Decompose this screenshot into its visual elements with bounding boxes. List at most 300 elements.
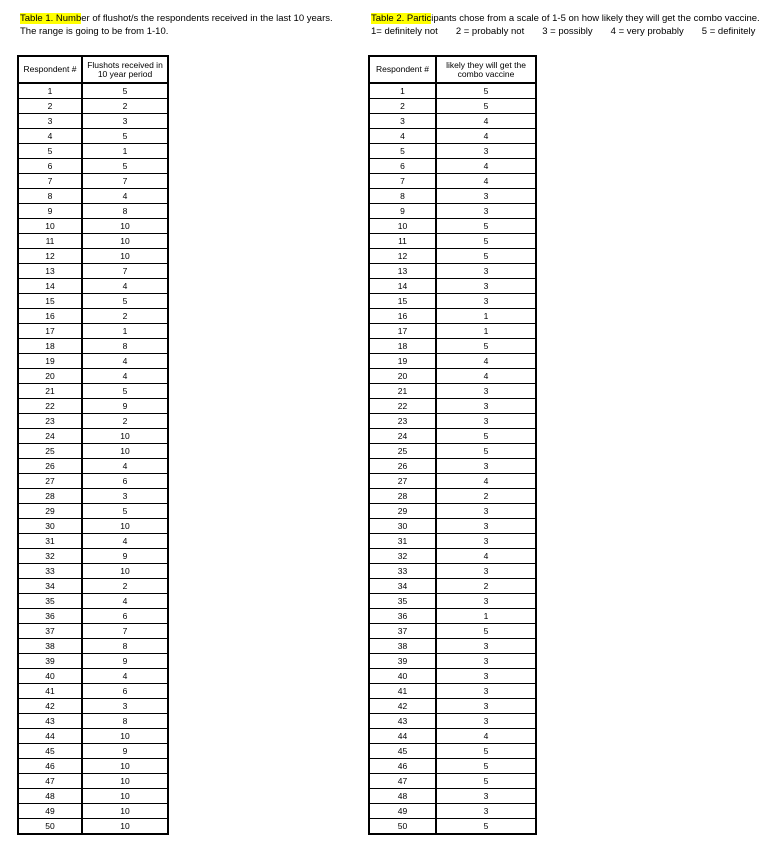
table1-value-cell: 10: [82, 729, 168, 744]
table1-value-cell: 10: [82, 759, 168, 774]
table2-caption-highlight: Table 2. Partic: [371, 13, 432, 24]
table1-value-cell: 2: [82, 414, 168, 429]
table2-value-cell: 4: [436, 369, 536, 384]
table2-value-cell: 5: [436, 774, 536, 789]
table2-header-respondent: Respondent #: [369, 56, 436, 83]
table1-value-cell: 7: [82, 264, 168, 279]
table1-respondent-cell: 31: [18, 534, 82, 549]
table-row: [18, 684, 168, 699]
table1-value-cell: 4: [82, 459, 168, 474]
table1-respondent-cell: 33: [18, 564, 82, 579]
table1-value-cell: 10: [82, 219, 168, 234]
table1-respondent-cell: 29: [18, 504, 82, 519]
scale-item-2: 2 = probably not: [455, 26, 525, 37]
table2-value-cell: 3: [436, 564, 536, 579]
table-row: [369, 684, 536, 699]
table-row: [369, 474, 536, 489]
table-row: [369, 579, 536, 594]
table1-respondent-cell: 20: [18, 369, 82, 384]
table2-value-cell: 5: [436, 759, 536, 774]
table-row: [369, 519, 536, 534]
table2-respondent-cell: 39: [369, 654, 436, 669]
table-row: [369, 129, 536, 144]
table-row: [18, 534, 168, 549]
table-row: [369, 594, 536, 609]
table2-value-cell: 3: [436, 654, 536, 669]
table1-value-cell: 4: [82, 354, 168, 369]
table2-respondent-cell: 50: [369, 819, 436, 835]
table-row: [369, 429, 536, 444]
table1-value-cell: 8: [82, 714, 168, 729]
table-row: [369, 459, 536, 474]
table-row: [18, 564, 168, 579]
table1-value-cell: 6: [82, 609, 168, 624]
table1-value-cell: 6: [82, 684, 168, 699]
table1-value-cell: 10: [82, 519, 168, 534]
table2-respondent-cell: 43: [369, 714, 436, 729]
table-row: [18, 654, 168, 669]
table2-value-cell: 3: [436, 504, 536, 519]
table-row: [369, 804, 536, 819]
table2-value-cell: 4: [436, 474, 536, 489]
table1-respondent-cell: 42: [18, 699, 82, 714]
table1-value-cell: 7: [82, 174, 168, 189]
table2-value-cell: 3: [436, 789, 536, 804]
table2-respondent-cell: 19: [369, 354, 436, 369]
table2-value-cell: 1: [436, 324, 536, 339]
table-row: [18, 309, 168, 324]
table2-value-cell: 3: [436, 534, 536, 549]
table2-body: [369, 83, 536, 834]
table2-respondent-cell: 15: [369, 294, 436, 309]
table-row: [18, 129, 168, 144]
table-row: [369, 249, 536, 264]
table2-value-cell: 1: [436, 309, 536, 324]
table2-respondent-cell: 8: [369, 189, 436, 204]
table2-value-cell: 3: [436, 684, 536, 699]
table1-respondent-cell: 27: [18, 474, 82, 489]
table-row: [18, 579, 168, 594]
table-row: [369, 189, 536, 204]
table1-respondent-cell: 10: [18, 219, 82, 234]
table2-value-cell: 3: [436, 189, 536, 204]
table-row: [369, 384, 536, 399]
table2-value-cell: 3: [436, 714, 536, 729]
table2-respondent-cell: 33: [369, 564, 436, 579]
table-row: [369, 444, 536, 459]
table2-value-cell: 5: [436, 234, 536, 249]
table2-respondent-cell: 41: [369, 684, 436, 699]
table2-respondent-cell: 47: [369, 774, 436, 789]
table2-value-cell: 5: [436, 249, 536, 264]
table-row: [18, 204, 168, 219]
table2-value-cell: 3: [436, 294, 536, 309]
table2-respondent-cell: 23: [369, 414, 436, 429]
table1-caption-line1: [20, 12, 333, 25]
table1-respondent-cell: 5: [18, 144, 82, 159]
table1-value-cell: 2: [82, 99, 168, 114]
table2-respondent-cell: 12: [369, 249, 436, 264]
table2-respondent-cell: 20: [369, 369, 436, 384]
table2-respondent-cell: 21: [369, 384, 436, 399]
table-row: [369, 294, 536, 309]
table1-value-cell: 4: [82, 369, 168, 384]
combo-vaccine-table: [368, 55, 537, 835]
table2-respondent-cell: 1: [369, 83, 436, 99]
table2-header-likelihood: likely they will get the combo vaccine: [436, 56, 536, 83]
table-row: [18, 264, 168, 279]
table-row: [18, 459, 168, 474]
table-row: [18, 744, 168, 759]
table2-respondent-cell: 4: [369, 129, 436, 144]
scale-item-4: 4 = very probably: [610, 26, 684, 37]
table-row: [369, 549, 536, 564]
table2-value-cell: 4: [436, 729, 536, 744]
table1-value-cell: 8: [82, 204, 168, 219]
table1-value-cell: 3: [82, 699, 168, 714]
table1-value-cell: 9: [82, 549, 168, 564]
table2-value-cell: 5: [436, 99, 536, 114]
table-row: [369, 789, 536, 804]
table-row: [18, 639, 168, 654]
table-row: [18, 384, 168, 399]
table2-value-cell: 4: [436, 129, 536, 144]
table1-value-cell: 7: [82, 624, 168, 639]
table-row: [18, 99, 168, 114]
table1-value-cell: 4: [82, 534, 168, 549]
table1-respondent-cell: 35: [18, 594, 82, 609]
table1-value-cell: 10: [82, 789, 168, 804]
table1-value-cell: 5: [82, 504, 168, 519]
table-row: [18, 699, 168, 714]
table1-respondent-cell: 15: [18, 294, 82, 309]
table1-respondent-cell: 36: [18, 609, 82, 624]
table1-value-cell: 6: [82, 474, 168, 489]
table-row: [369, 264, 536, 279]
table2-respondent-cell: 22: [369, 399, 436, 414]
table1-value-cell: 5: [82, 159, 168, 174]
table-row: [18, 759, 168, 774]
table1-value-cell: 10: [82, 774, 168, 789]
table1-value-cell: 10: [82, 444, 168, 459]
table2-value-cell: 1: [436, 609, 536, 624]
table1-value-cell: 2: [82, 309, 168, 324]
table2-respondent-cell: 9: [369, 204, 436, 219]
table2-value-cell: 5: [436, 744, 536, 759]
table1-respondent-cell: 37: [18, 624, 82, 639]
table-row: [369, 534, 536, 549]
table1-value-cell: 9: [82, 399, 168, 414]
table1-respondent-cell: 39: [18, 654, 82, 669]
table-row: [369, 774, 536, 789]
table1-value-cell: 3: [82, 489, 168, 504]
table1-respondent-cell: 50: [18, 819, 82, 835]
table2-value-cell: 3: [436, 279, 536, 294]
table-row: [18, 83, 168, 99]
table1-respondent-cell: 1: [18, 83, 82, 99]
flushots-table: [17, 55, 169, 835]
table-row: [369, 714, 536, 729]
table-row: [369, 339, 536, 354]
table1-header-row: [18, 56, 168, 83]
table1-value-cell: 10: [82, 234, 168, 249]
table-row: [369, 489, 536, 504]
table-row: [369, 669, 536, 684]
table-row: [18, 414, 168, 429]
table2-value-cell: 5: [436, 339, 536, 354]
table2-value-cell: 2: [436, 489, 536, 504]
table2-respondent-cell: 38: [369, 639, 436, 654]
table-row: [369, 309, 536, 324]
table2-respondent-cell: 7: [369, 174, 436, 189]
table1-value-cell: 8: [82, 639, 168, 654]
table2-respondent-cell: 13: [369, 264, 436, 279]
table1-value-cell: 5: [82, 129, 168, 144]
table-row: [18, 369, 168, 384]
table2-value-cell: 5: [436, 219, 536, 234]
table1-respondent-cell: 25: [18, 444, 82, 459]
table1-value-cell: 5: [82, 294, 168, 309]
table2-respondent-cell: 25: [369, 444, 436, 459]
table1-respondent-cell: 41: [18, 684, 82, 699]
table2-respondent-cell: 40: [369, 669, 436, 684]
table2-header-row: [369, 56, 536, 83]
table2-respondent-cell: 2: [369, 99, 436, 114]
table-row: [369, 414, 536, 429]
table1-value-cell: 2: [82, 579, 168, 594]
table2-value-cell: 4: [436, 114, 536, 129]
table1-respondent-cell: 22: [18, 399, 82, 414]
table-row: [18, 519, 168, 534]
table1-body: [18, 83, 168, 834]
table2-value-cell: 3: [436, 639, 536, 654]
table1-respondent-cell: 28: [18, 489, 82, 504]
table2-respondent-cell: 11: [369, 234, 436, 249]
table2-respondent-cell: 30: [369, 519, 436, 534]
table2-respondent-cell: 26: [369, 459, 436, 474]
table-row: [18, 804, 168, 819]
table1-value-cell: 3: [82, 114, 168, 129]
table-row: [18, 354, 168, 369]
table-row: [369, 144, 536, 159]
table-row: [18, 249, 168, 264]
table1-respondent-cell: 47: [18, 774, 82, 789]
table-row: [18, 789, 168, 804]
table-row: [18, 774, 168, 789]
table2-scale-legend: [371, 25, 760, 38]
table2-value-cell: 3: [436, 204, 536, 219]
table-row: [18, 819, 168, 835]
table2-respondent-cell: 44: [369, 729, 436, 744]
table1-respondent-cell: 43: [18, 714, 82, 729]
table2-value-cell: 3: [436, 264, 536, 279]
table-row: [18, 474, 168, 489]
table2-value-cell: 5: [436, 819, 536, 835]
table-row: [18, 279, 168, 294]
table2-respondent-cell: 29: [369, 504, 436, 519]
table1-respondent-cell: 18: [18, 339, 82, 354]
table1-caption-line2: The range is going to be from 1-10.: [20, 26, 169, 37]
table1-respondent-cell: 30: [18, 519, 82, 534]
table-row: [18, 399, 168, 414]
table1-respondent-cell: 19: [18, 354, 82, 369]
table1-value-cell: 4: [82, 189, 168, 204]
table-row: [369, 279, 536, 294]
table-row: [369, 234, 536, 249]
table1-respondent-cell: 4: [18, 129, 82, 144]
table-row: [369, 114, 536, 129]
table-row: [369, 504, 536, 519]
table2-value-cell: 3: [436, 459, 536, 474]
table-row: [18, 489, 168, 504]
table-row: [18, 174, 168, 189]
table-row: [18, 504, 168, 519]
table1-header-respondent: Respondent #: [18, 56, 82, 83]
table-row: [369, 729, 536, 744]
table-row: [18, 219, 168, 234]
table2-respondent-cell: 6: [369, 159, 436, 174]
table-row: [18, 159, 168, 174]
table1-value-cell: 10: [82, 249, 168, 264]
table2-caption-rest: ipants chose from a scale of 1-5 on how likely they will get the combo vaccine.: [431, 13, 760, 24]
table2-respondent-cell: 46: [369, 759, 436, 774]
table2-respondent-cell: 45: [369, 744, 436, 759]
scale-item-1: 1= definitely not: [371, 26, 438, 37]
table1-respondent-cell: 23: [18, 414, 82, 429]
table-row: [369, 204, 536, 219]
table2-respondent-cell: 17: [369, 324, 436, 339]
table2-value-cell: 3: [436, 699, 536, 714]
table1-respondent-cell: 7: [18, 174, 82, 189]
table1-caption-highlight: Table 1. Numb: [20, 13, 82, 24]
table2-value-cell: 5: [436, 429, 536, 444]
table2-respondent-cell: 10: [369, 219, 436, 234]
table-row: [18, 234, 168, 249]
table1-respondent-cell: 38: [18, 639, 82, 654]
table1-respondent-cell: 44: [18, 729, 82, 744]
table1-respondent-cell: 45: [18, 744, 82, 759]
table2-respondent-cell: 37: [369, 624, 436, 639]
table2-value-cell: 5: [436, 83, 536, 99]
table1-respondent-cell: 3: [18, 114, 82, 129]
table1-value-cell: 10: [82, 564, 168, 579]
table2-respondent-cell: 32: [369, 549, 436, 564]
table1-value-cell: 1: [82, 144, 168, 159]
table-row: [18, 339, 168, 354]
table1-respondent-cell: 11: [18, 234, 82, 249]
table1-respondent-cell: 2: [18, 99, 82, 114]
table-row: [369, 219, 536, 234]
table-row: [369, 83, 536, 99]
table2-respondent-cell: 42: [369, 699, 436, 714]
table1-respondent-cell: 26: [18, 459, 82, 474]
table-row: [369, 744, 536, 759]
table-row: [369, 624, 536, 639]
table-row: [369, 759, 536, 774]
table2-value-cell: 3: [436, 804, 536, 819]
table-row: [369, 99, 536, 114]
table1-respondent-cell: 9: [18, 204, 82, 219]
table2-value-cell: 3: [436, 414, 536, 429]
table1-respondent-cell: 32: [18, 549, 82, 564]
table1-value-cell: 8: [82, 339, 168, 354]
table2-value-cell: 4: [436, 549, 536, 564]
table1-value-cell: 10: [82, 429, 168, 444]
table1-respondent-cell: 49: [18, 804, 82, 819]
table1-respondent-cell: 48: [18, 789, 82, 804]
table-row: [369, 174, 536, 189]
table2-value-cell: 3: [436, 384, 536, 399]
table1-respondent-cell: 21: [18, 384, 82, 399]
table1-caption: [20, 12, 333, 38]
table1-value-cell: 5: [82, 83, 168, 99]
table2-caption-line1: [371, 12, 760, 25]
table1-respondent-cell: 24: [18, 429, 82, 444]
table1-value-cell: 4: [82, 594, 168, 609]
table2-value-cell: 4: [436, 159, 536, 174]
table-row: [369, 369, 536, 384]
table1-value-cell: 5: [82, 384, 168, 399]
table1-respondent-cell: 16: [18, 309, 82, 324]
table1-value-cell: 1: [82, 324, 168, 339]
table2-respondent-cell: 28: [369, 489, 436, 504]
table2-respondent-cell: 5: [369, 144, 436, 159]
table2-respondent-cell: 31: [369, 534, 436, 549]
table-row: [18, 624, 168, 639]
table1-value-cell: 4: [82, 669, 168, 684]
table2-respondent-cell: 35: [369, 594, 436, 609]
table1-value-cell: 10: [82, 819, 168, 835]
table2-respondent-cell: 18: [369, 339, 436, 354]
table1-value-cell: 9: [82, 744, 168, 759]
table2-value-cell: 3: [436, 399, 536, 414]
table-row: [18, 189, 168, 204]
table-row: [18, 714, 168, 729]
table-row: [369, 159, 536, 174]
table2-respondent-cell: 48: [369, 789, 436, 804]
scale-item-3: 3 = possibly: [542, 26, 593, 37]
table-row: [18, 549, 168, 564]
table-row: [18, 594, 168, 609]
table2-value-cell: 3: [436, 669, 536, 684]
scale-item-5: 5 = definitely: [701, 26, 756, 37]
table-row: [369, 354, 536, 369]
table-row: [18, 429, 168, 444]
table2-value-cell: 2: [436, 579, 536, 594]
table1-value-cell: 9: [82, 654, 168, 669]
table-row: [369, 819, 536, 835]
table2-value-cell: 4: [436, 354, 536, 369]
table2-respondent-cell: 3: [369, 114, 436, 129]
table2-respondent-cell: 36: [369, 609, 436, 624]
table1-header-flushots: Flushots received in 10 year period: [82, 56, 168, 83]
table1-respondent-cell: 46: [18, 759, 82, 774]
table2-value-cell: 5: [436, 444, 536, 459]
table1-respondent-cell: 17: [18, 324, 82, 339]
table1-respondent-cell: 40: [18, 669, 82, 684]
table1-value-cell: 4: [82, 279, 168, 294]
table2-respondent-cell: 14: [369, 279, 436, 294]
table-row: [18, 609, 168, 624]
table1-respondent-cell: 34: [18, 579, 82, 594]
table-row: [369, 699, 536, 714]
table-row: [18, 114, 168, 129]
table-row: [369, 609, 536, 624]
table-row: [369, 654, 536, 669]
table1-respondent-cell: 8: [18, 189, 82, 204]
table-row: [18, 729, 168, 744]
table1-respondent-cell: 6: [18, 159, 82, 174]
